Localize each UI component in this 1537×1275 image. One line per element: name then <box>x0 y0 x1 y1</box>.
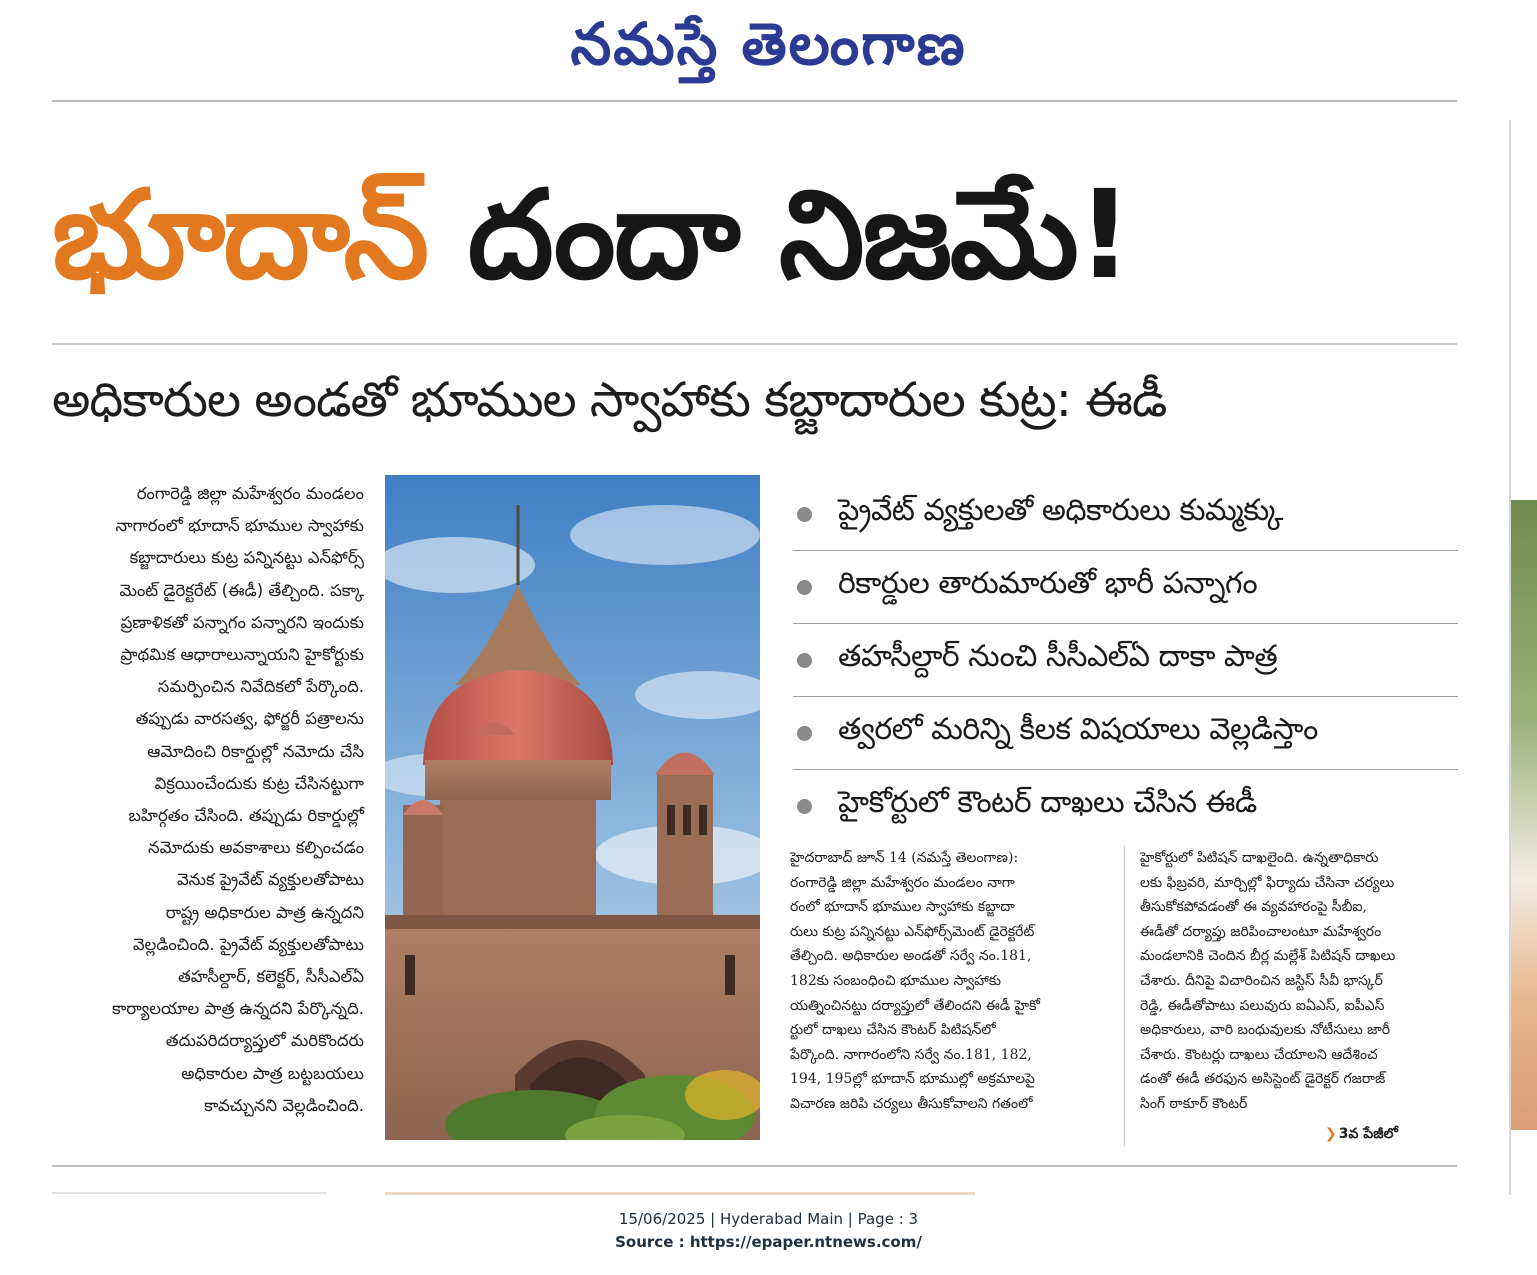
high-court-photo <box>385 475 760 1140</box>
article-line: మండలానికి చెందిన బీర్ల మల్లేశ్ పిటిషన్ దాఖలు <box>1140 948 1396 965</box>
adjacent-photo-edge <box>1511 500 1537 1130</box>
lead-line: బహిర్గతం చేసింది. తప్పుడు రికార్డుల్లో <box>128 806 364 826</box>
lead-line: తహసీల్దార్, కలెక్టర్, సీసీఎల్‌ఏ <box>177 967 364 987</box>
key-point <box>793 551 1458 624</box>
key-point-text: హైకోర్టులో కౌంటర్ దాఖలు చేసిన ఈడీ <box>838 785 1257 820</box>
lead-line: అధికారుల పాత్ర బట్టబయలు <box>181 1063 364 1083</box>
article-line: విచారణ జరిపి చర్యలు తీసుకోవాలని గతంలో <box>790 1095 1033 1112</box>
lead-column <box>52 478 364 1122</box>
article-line: రెడ్డి, ఈడీతోపాటు పలువురు ఐఏఎస్, ఐపీఎస్ <box>1140 997 1385 1014</box>
key-points-list <box>793 478 1458 842</box>
article-line: 182కు సంబంధించి భూముల స్వాహాకు <box>790 972 1002 989</box>
next-article-rule <box>385 1192 975 1195</box>
article-column-2 <box>1140 846 1460 1117</box>
article-line: చేశారు. కౌంటర్లు దాఖలు చేయాలని ఆదేశించ <box>1140 1046 1378 1063</box>
page-footer <box>0 1208 1537 1254</box>
chevron-right-icon: ❯ <box>1325 1126 1337 1142</box>
headline-rest: దందా నిజమే! <box>427 164 1131 306</box>
bullet-icon <box>797 799 812 814</box>
article-line: హైకోర్టులో పిటిషన్ దాఖలైంది. ఉన్నతాధికారు <box>1140 850 1379 866</box>
next-article-rule <box>52 1192 327 1194</box>
lead-line: ప్రాథమిక ఆధారాలున్నాయని హైకోర్టుకు <box>120 645 364 665</box>
lead-line: సమర్పించిన నివేదికలో పేర్కొంది. <box>157 677 364 697</box>
article-line: అధికారులు, వారి బంధువులకు నోటీసులు జారీ <box>1140 1022 1391 1039</box>
bottom-divider <box>52 1165 1457 1167</box>
headline-accent: భూదాన్ <box>52 164 428 306</box>
article-line: రంలో భూదాన్ భూముల స్వాహాకు కబ్జాదా <box>790 899 1015 916</box>
key-point <box>793 697 1458 770</box>
key-point-text: ప్రైవేట్ వ్యక్తులతో అధికారులు కుమ్మక్కు <box>838 493 1283 528</box>
key-point-text: త్వరలో మరిన్ని కీలక విషయాలు వెల్లడిస్తాం <box>838 712 1318 747</box>
article-line: 194, 195ల్లో భూదాన్ భూముల్లో అక్రమాలపై <box>790 1071 1036 1088</box>
continued-label: 3వ పేజీలో <box>1338 1126 1398 1142</box>
footer-source-link[interactable]: Source : https://epaper.ntnews.com/ <box>615 1233 922 1251</box>
article-line: లకు ఫిబ్రవరి, మార్చిల్లో ఫిర్యాదు చేసినా చర్యలు <box>1140 874 1395 891</box>
lead-line: కార్యాలయాల పాత్ర ఉన్నదని పేర్కొన్నది. <box>111 999 364 1019</box>
article-line: ర్టులో దాఖలు చేసిన కౌంటర్ పిటిషన్‌లో <box>790 1022 996 1039</box>
lead-line: వెల్లడించింది. ప్రైవేట్ వ్యక్తులతోపాటు <box>132 934 364 954</box>
bullet-icon <box>797 653 812 668</box>
lead-line: విక్రయించేందుకు కుట్ర చేసినట్టుగా <box>154 773 364 793</box>
lead-line: మెంట్ డైరెక్టరేట్ (ఈడీ) తేల్చింది. పక్కా <box>119 580 364 600</box>
lead-line: నాగారంలో భూదాన్ భూముల స్వాహాకు <box>115 516 364 536</box>
bullet-icon <box>797 726 812 741</box>
article-line: ఈడీతో దర్యాప్తు జరిపించాలంటూ మహేశ్వరం <box>1140 923 1382 940</box>
article-column-1 <box>790 846 1110 1117</box>
footer-edition-info: 15/06/2025 | Hyderabad Main | Page : 3 <box>618 1210 919 1228</box>
subheadline: అధికారుల అండతో భూముల స్వాహాకు కబ్జాదారుల కుట్ర: ఈడీ <box>52 372 1167 428</box>
article-line: రులు కుట్ర పన్నినట్టు ఎన్‌ఫోర్స్‌మెంట్ డైరెక్టరేట్ <box>790 923 1035 940</box>
key-point-text: తహసీల్దార్ నుంచి సీసీఎల్‌ఏ దాకా పాత్ర <box>838 639 1278 674</box>
lead-line: కబ్జాదారులు కుట్ర పన్నినట్టు ఎన్‌ఫోర్స్ <box>129 548 364 568</box>
article-line: డంతో ఈడీ తరఫున అసిస్టెంట్ డైరెక్టర్ గజరాజ్ <box>1140 1071 1386 1088</box>
lead-line: తప్పుడు వారసత్వ, ఫోర్జరీ పత్రాలను <box>135 709 364 729</box>
key-point <box>793 770 1458 842</box>
lead-line: నమోదుకు అవకాశాలు కల్పించడం <box>148 838 364 858</box>
headline-divider <box>52 343 1457 345</box>
lead-line: తదుపరిదర్యాప్తులో మరికొందరు <box>165 1031 364 1051</box>
article-line: రంగారెడ్డి జిల్లా మహేశ్వరం మండలం నాగా <box>790 874 1015 891</box>
lead-line: రంగారెడ్డి జిల్లా మహేశ్వరం మండలం <box>136 484 364 503</box>
article-line: తీసుకోకపోవడంతో ఈ వ్యవహారంపై సీబీఐ, <box>1140 899 1367 916</box>
article-line: సింగ్ ఠాకూర్ కౌంటర్ <box>1140 1095 1248 1112</box>
continued-on-page-3-link[interactable] <box>1325 1126 1398 1145</box>
article-line: యత్నించినట్టు దర్యాప్తులో తేలిందని ఈడీ హైకో <box>790 997 1040 1014</box>
bullet-icon <box>797 507 812 522</box>
lead-line: ప్రణాళికతో పన్నాగం పన్నారని ఇందుకు <box>120 612 364 632</box>
masthead-title: నమస్తే తెలంగాణ <box>570 10 967 78</box>
article-line: హైదరాబాద్ జూన్ 14 (నమస్తే తెలంగాణ): <box>790 850 1019 866</box>
article-line: చేశారు. దీనిపై విచారించిన జస్టిస్ సీవీ భాస్కర్ <box>1140 972 1383 989</box>
lead-line: ఆమోదించి రికార్డుల్లో నమోదు చేసి <box>147 741 364 761</box>
key-point <box>793 478 1458 551</box>
headline <box>52 150 1462 320</box>
lead-line: కావచ్చునని వెల్లడించింది. <box>204 1095 364 1115</box>
key-point <box>793 624 1458 697</box>
article-line: తేల్చింది. అధికారుల అండతో సర్వే నం.181, <box>790 948 1032 965</box>
article-line: పేర్కొంది. నాగారంలోని సర్వే నం.181, 182, <box>790 1046 1032 1063</box>
lead-line: వెనుక ప్రైవేట్ వ్యక్తులతోపాటు <box>176 870 364 890</box>
column-divider <box>1124 846 1125 1146</box>
bullet-icon <box>797 580 812 595</box>
top-divider <box>52 100 1457 102</box>
key-point-text: రికార్డుల తారుమారుతో భారీ పన్నాగం <box>838 566 1258 601</box>
lead-line: రాష్ట్ర అధికారుల పాత్ర ఉన్నదని <box>165 902 364 922</box>
